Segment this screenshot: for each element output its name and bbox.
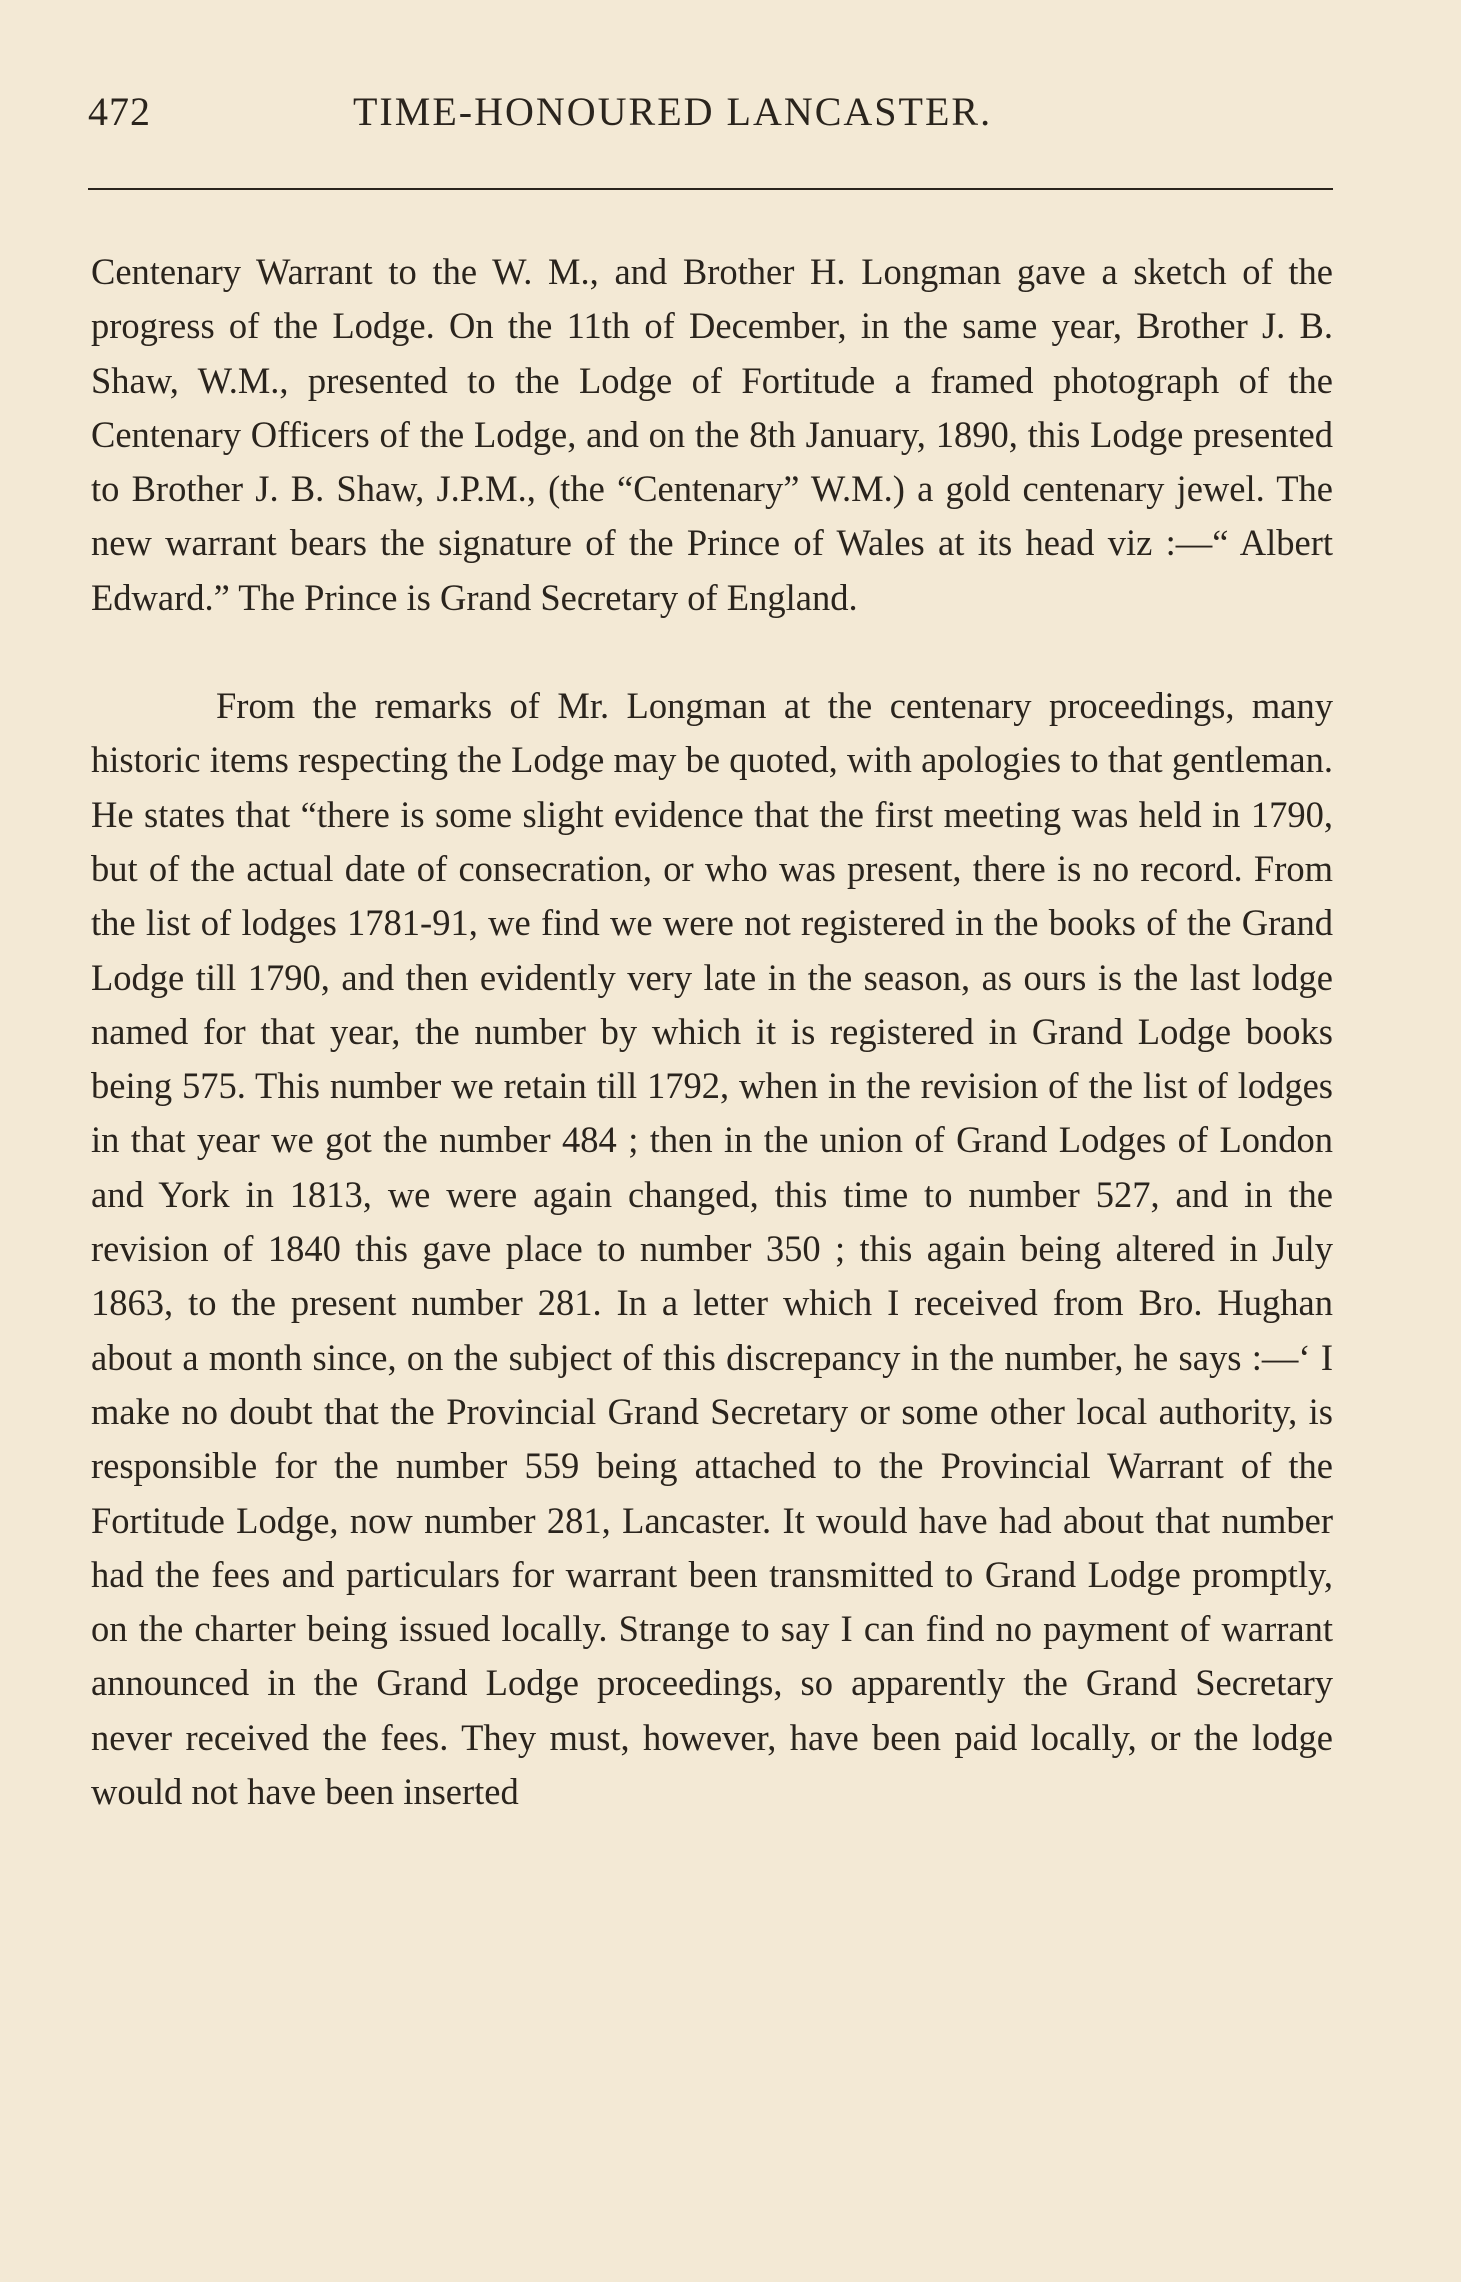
paragraph-2: From the remarks of Mr. Longman at the centenary proceedings, many historic items respecting the Lodge may be quoted, with apologies to that gentleman. He states that “there is some slight evidence that the first meeting was held in 1790, but of the actual date of consecration, or who was present, there is no record. From the list of lodges 1781-91, we find we were not registered in the books of the Grand Lodge till 1790, and then evidently very late in the season, as ours is the last lodge named for that year, the number by which it is registered in Grand Lodge books being 575. This number we retain till 1792, when in the revision of the list of lodges in that year we got the number 484 ; then in the union of Grand Lodges of London and York in 1813, we were again changed, this time to number 527, and in the revision of 1840 this gave place to number 350 ; this again being altered in July 1863, to the present number 281. In a letter which I received from Bro. Hughan about a month since, on the subject of this discrepancy in the number, he says :—‘ I make no doubt that the Provincial Grand Secretary or some other local authority, is responsible for the number 559 being attached to the Provincial Warrant of the Fortitude Lodge, now number 281, Lancaster. It would have had about that number had the fees and particulars for warrant been transmitted to Grand Lodge promptly, on the charter being issued locally. Strange to say I can find no payment of warrant announced in the Grand Lodge proceedings, so apparently the Grand Secretary never received the fees. They must, however, have been paid locally, or the lodge would not have been inserted [91,685,1333,1813]
body-text [91,245,1333,1819]
page-header [88,88,1333,148]
paragraph-1: Centenary Warrant to the W. M., and Brother H. Longman gave a sketch of the progress of the Lodge. On the 11th of December, in the same year, Brother J. B. Shaw, W.M., presented to the Lodge of Fortitude a framed photograph of the Centenary Officers of the Lodge, and on the 8th January, 1890, this Lodge presented to Brother J. B. Shaw, J.P.M., (the “Centenary” W.M.) a gold centenary jewel. The new warrant bears the signature of the Prince of Wales at its head viz :—“ Albert Edward.” The Prince is Grand Secretary of England. [91,251,1333,618]
page-number: 472 [88,89,151,134]
running-head: TIME-HONOURED LANCASTER. [353,89,993,134]
header-rule [88,188,1333,190]
